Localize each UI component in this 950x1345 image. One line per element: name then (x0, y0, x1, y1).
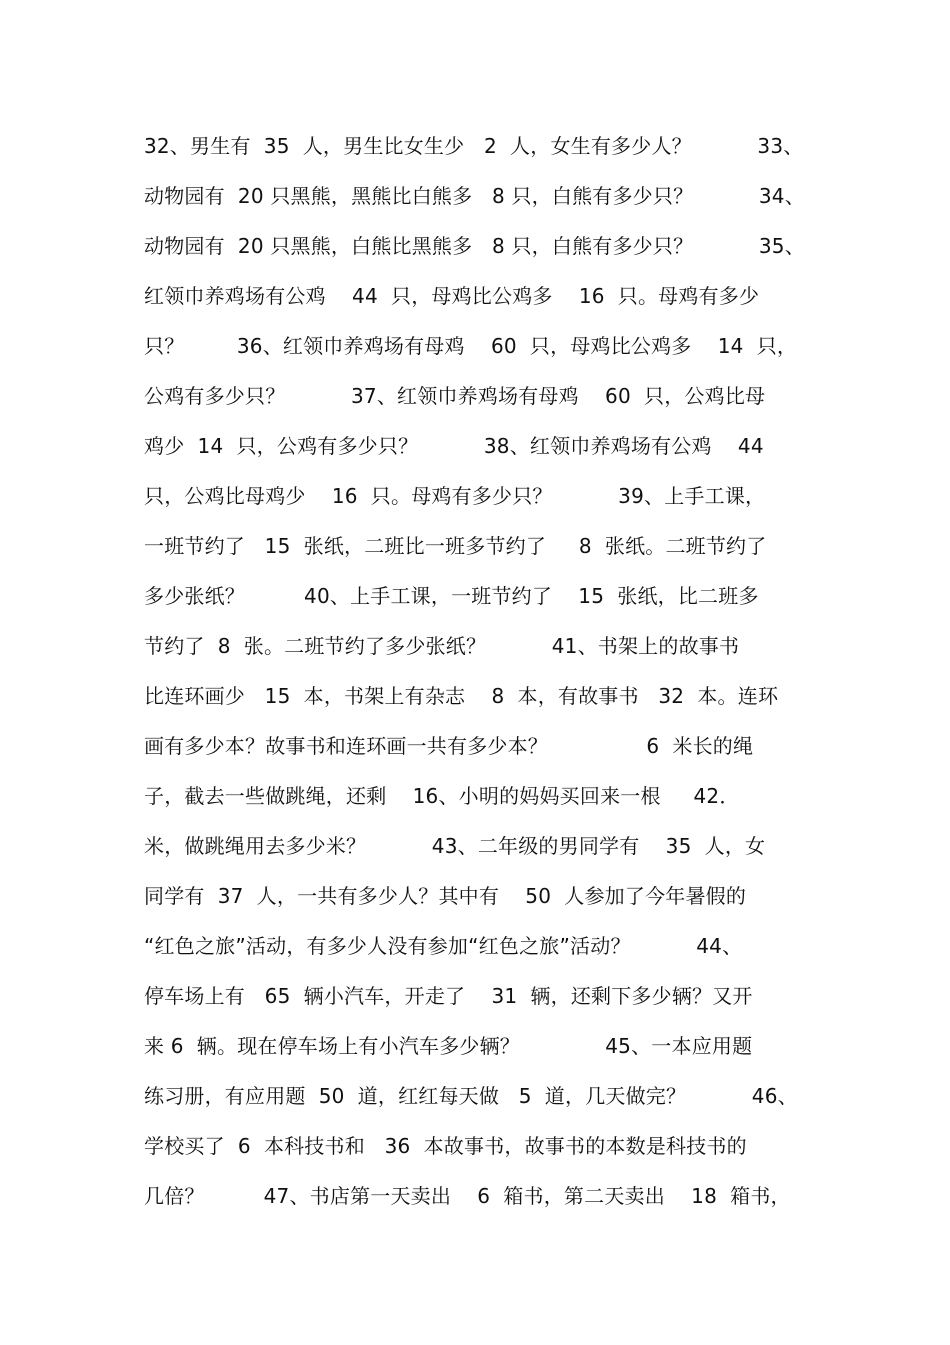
text-line: 鸡少 14 只，公鸡有多少只？ 38、红领巾养鸡场有公鸡 44 (144, 434, 764, 458)
text-line: 一班节约了 15 张纸，二班比一班多节约了 8 张纸。二班节约了 (144, 534, 767, 558)
text-line: 米，做跳绳用去多少米？ 43、二年级的男同学有 35 人，女 (144, 834, 766, 858)
text-line: 几倍？ 47、书店第一天卖出 6 箱书，第二天卖出 18 箱书， (144, 1184, 791, 1208)
text-line: 节约了 8 张。二班节约了多少张纸？ 41、书架上的故事书 (144, 634, 740, 658)
problem-text-block (144, 126, 824, 1226)
text-line: 来 6 辆。现在停车场上有小汽车多少辆？ 45、一本应用题 (144, 1034, 753, 1058)
text-line: 32、男生有 35 人，男生比女生少 2 人，女生有多少人？ 33、 (144, 134, 804, 158)
text-line: 画有多少本？故事书和连环画一共有多少本？ 6 米长的绳 (144, 734, 754, 758)
text-line: 学校买了 6 本科技书和 36 本故事书，故事书的本数是科技书的 (144, 1134, 747, 1158)
text-line: “红色之旅”活动，有多少人没有参加“红色之旅”活动？ 44、 (144, 934, 743, 958)
text-line: 同学有 37 人，一共有多少人？其中有 50 人参加了今年暑假的 (144, 884, 747, 908)
text-line: 动物园有 20 只黑熊，白熊比黑熊多 8 只，白熊有多少只？ 35、 (144, 234, 805, 258)
text-line: 子，截去一些做跳绳，还剩 16、小明的妈妈买回来一根 42． (144, 784, 740, 808)
text-line: 只，公鸡比母鸡少 16 只。母鸡有多少只？ 39、上手工课， (144, 484, 766, 508)
text-line: 多少张纸？ 40、上手工课，一班节约了 15 张纸，比二班多 (144, 584, 759, 608)
text-line: 只？ 36、红领巾养鸡场有母鸡 60 只，母鸡比公鸡多 14 只， (144, 334, 798, 358)
text-line: 公鸡有多少只？ 37、红领巾养鸡场有母鸡 60 只，公鸡比母 (144, 384, 766, 408)
text-line: 比连环画少 15 本，书架上有杂志 8 本，有故事书 32 本。连环 (144, 684, 779, 708)
text-line: 练习册，有应用题 50 道，红红每天做 5 道，几天做完？ 46、 (144, 1084, 798, 1108)
text-line: 停车场上有 65 辆小汽车，开走了 31 辆，还剩下多少辆？又开 (144, 984, 753, 1008)
text-line: 红领巾养鸡场有公鸡 44 只，母鸡比公鸡多 16 只。母鸡有多少 (144, 284, 760, 308)
text-line: 动物园有 20 只黑熊，黑熊比白熊多 8 只，白熊有多少只？ 34、 (144, 184, 805, 208)
